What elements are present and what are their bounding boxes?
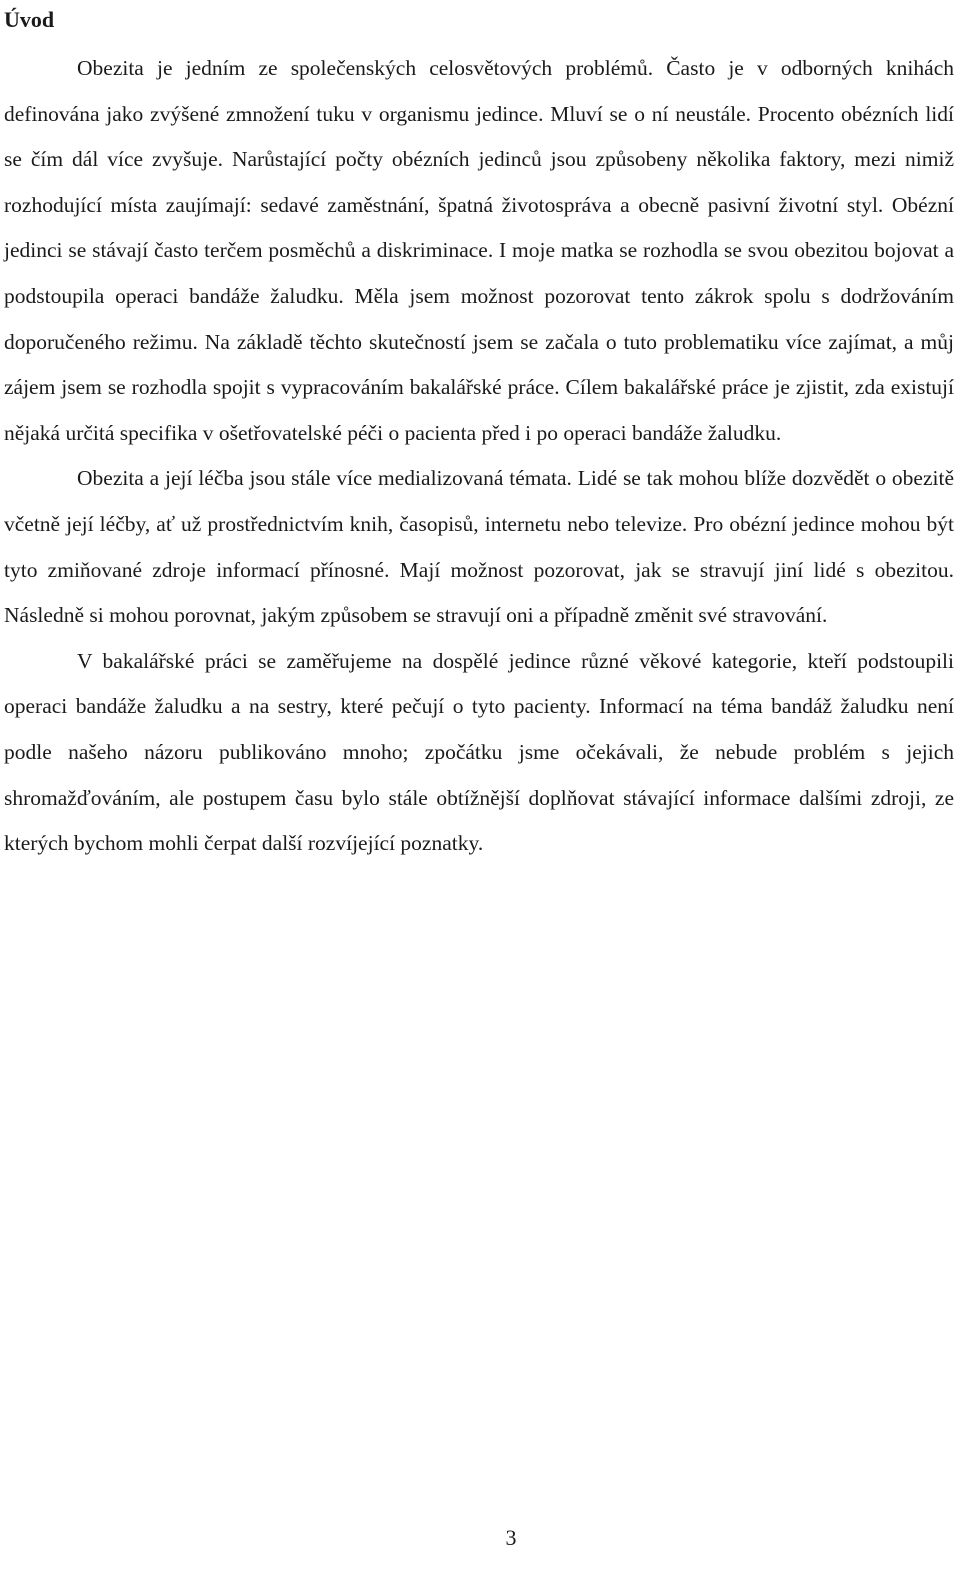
paragraph-1: Obezita je jedním ze společenských celosvětových problémů. Často je v odborných knihách definována jako zvýšené zmnožení tuku v organismu jedince. Mluví se o ní neustále. Procento obézních lidí se čím dál více zvyšuje. Narůstající počty obézních jedinců jsou způsobeny několika faktory, mezi nimiž rozhodující místa zaujímají: sedavé zaměstnání, špatná životospráva a obecně pasivní životní styl. Obézní jedinci se stávají často terčem posměchů a diskriminace. I moje matka se rozhodla se svou obezitou bojovat a podstoupila operaci bandáže žaludku. Měla jsem možnost pozorovat tento zákrok spolu s dodržováním doporučeného režimu. Na základě těchto skutečností jsem se začala o tuto problematiku více zajímat, a můj zájem jsem se rozhodla spojit s vypracováním bakalářské práce. Cílem bakalářské práce je zjistit, zda existují nějaká určitá specifika v ošetřovatelské péči o pacienta před i po operaci bandáže žaludku. [4,56,954,445]
page-number: 3 [505,1525,517,1550]
body-text [4,46,954,867]
paragraph-3: V bakalářské práci se zaměřujeme na dospělé jedince různé věkové kategorie, kteří podstoupili operaci bandáže žaludku a na sestry, které pečují o tyto pacienty. Informací na téma bandáž žaludku není podle našeho názoru publikováno mnoho; zpočátku jsme očekávali, že nebude problém s jejich shromažďováním, ale postupem času bylo stále obtížnější doplňovat stávající informace dalšími zdroji, ze kterých bychom mohli čerpat další rozvíjející poznatky. [4,648,954,856]
paragraph-2: Obezita a její léčba jsou stále více medializovaná témata. Lidé se tak mohou blíže dozvědět o obezitě včetně její léčby, ať už prostřednictvím knih, časopisů, internetu nebo televize. Pro obézní jedince mohou být tyto zmiňované zdroje informací přínosné. Mají možnost pozorovat, jak se stravují jiní lidé s obezitou. Následně si mohou porovnat, jakým způsobem se stravují oni a případně změnit své stravování. [4,466,954,628]
section-heading: Úvod [4,7,55,32]
